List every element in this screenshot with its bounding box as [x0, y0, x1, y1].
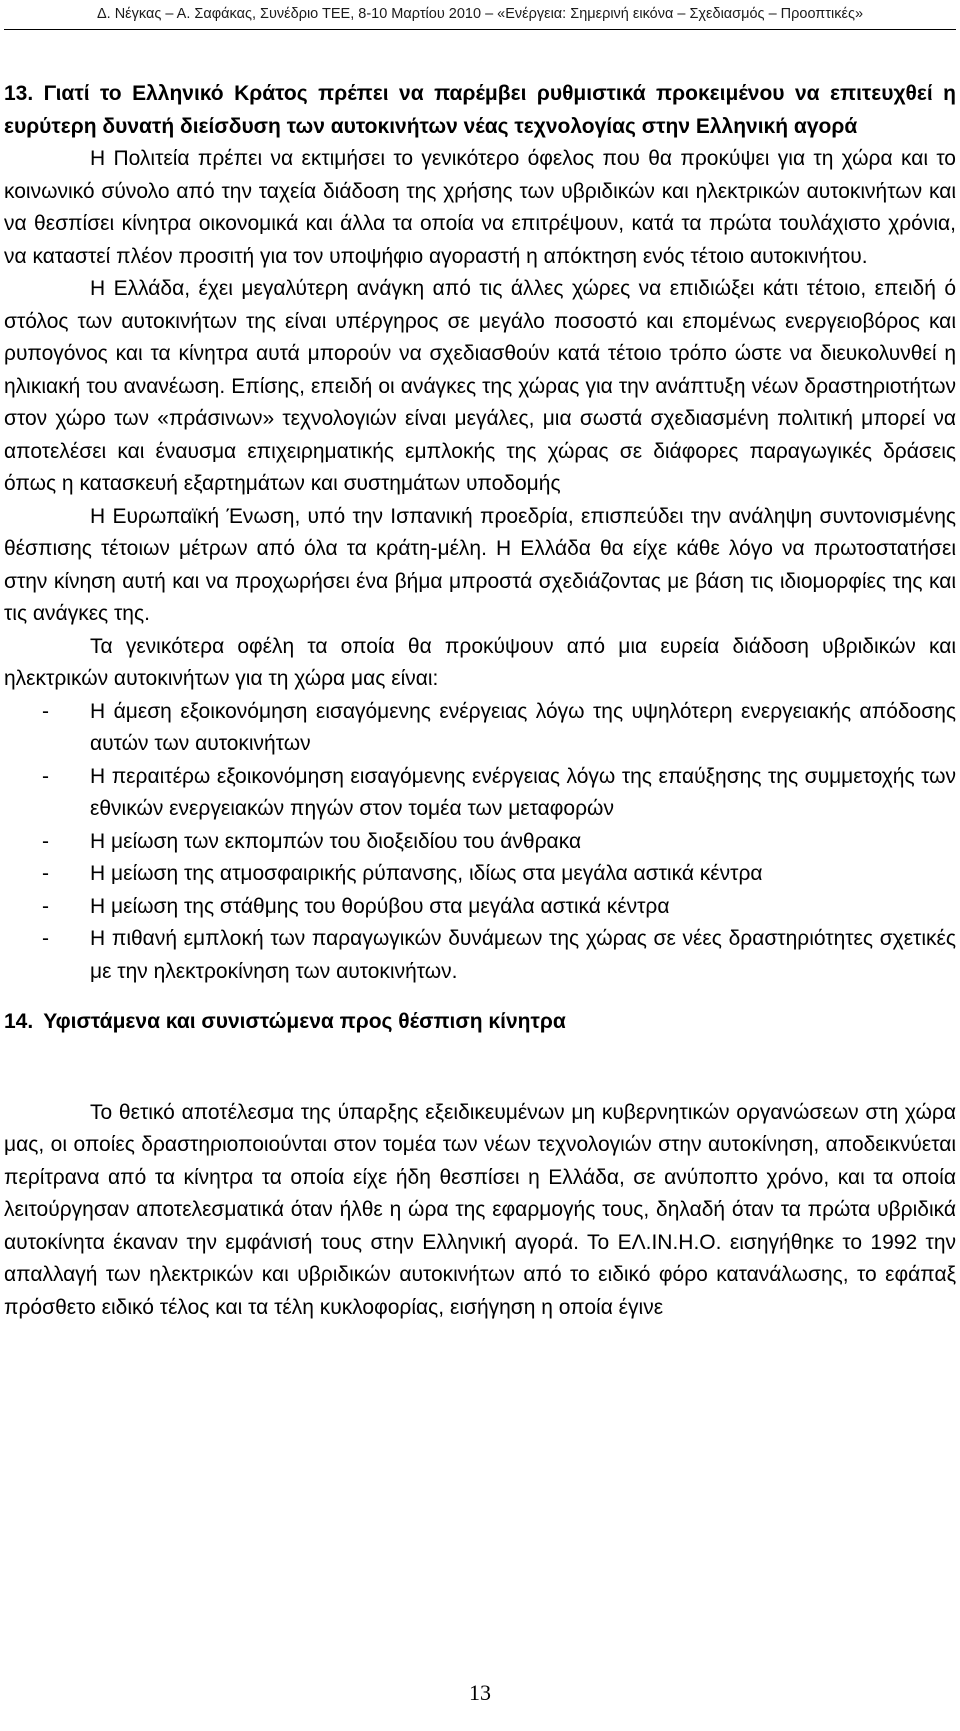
section-13-paragraph: Η Πολιτεία πρέπει να εκτιμήσει το γενικότερο όφελος που θα προκύψει για τη χώρα και το κοινωνικό σύνολο από την ταχεία διάδοση της χρήσης των υβριδικών και ηλεκτρικών αυτοκινήτων και να θεσπίσει κίνητρα οικονομικά και άλλα τα οποία να επιτρέψουν, κατά τα πρώτα τουλάχιστο χρόνια, να καταστεί πλέον προσιτή για τον υποψήφιο αγοραστή η απόκτηση ενός τέτοιο αυτοκινήτου.	[4, 147, 956, 268]
header-rule	[4, 29, 956, 30]
section-14-number: 14.	[4, 1010, 34, 1033]
list-item-text: Η περαιτέρω εξοικονόμηση εισαγόμενης ενέργειας λόγω της επαύξησης της συμμετοχής των εθνικών ενεργειακών πηγών στον τομέα των μεταφορών	[90, 764, 956, 820]
section-14-heading	[4, 1006, 956, 1039]
list-item-text: Η μείωση της στάθμης του θορύβου στα μεγάλα αστικά κέντρα	[90, 894, 670, 918]
section-13-paragraph: Η Ευρωπαϊκή Ένωση, υπό την Ισπανική προεδρία, επισπεύδει την ανάληψη συντονισμένης θέσπισης τέτοιων μέτρων από όλα τα κράτη-μέλη. Η Ελλάδα θα είχε κάθε λόγο να πρωτοστατήσει στην κίνηση αυτή και να προχωρήσει ένα βήμα μπροστά σχεδιάζοντας με βάση τις ιδιομορφίες της και τις ανάγκες της.	[4, 504, 956, 625]
list-item	[4, 761, 956, 826]
list-item	[4, 923, 956, 988]
list-item	[4, 858, 956, 891]
running-header: Δ. Νέγκας – Α. Σαφάκας, Συνέδριο ΤΕΕ, 8-10 Μαρτίου 2010 – «Ενέργεια: Σημερινή εικόνα – Σχεδιασμός – Προοπτικές»	[96, 6, 864, 22]
list-item-text: Η άμεση εξοικονόμηση εισαγόμενης ενέργειας λόγω της υψηλότερη ενεργειακής απόδοσης αυτών των αυτοκινήτων	[90, 699, 956, 755]
page-body	[4, 78, 956, 1324]
list-dash: -	[42, 927, 49, 950]
list-item-text: Η μείωση των εκπομπών του διοξειδίου του άνθρακα	[90, 829, 582, 853]
list-item	[4, 826, 956, 859]
list-dash: -	[42, 764, 49, 788]
list-item	[4, 696, 956, 761]
list-dash: -	[42, 829, 49, 853]
benefits-list	[4, 696, 956, 989]
list-item-text: Η πιθανή εμπλοκή των παραγωγικών δυνάμεων της χώρας σε νέες δραστηριότητες σχετικές με την ηλεκτροκίνηση των αυτοκινήτων.	[90, 927, 956, 983]
list-dash: -	[42, 862, 49, 885]
page-number: 13	[469, 1680, 491, 1705]
list-dash: -	[42, 699, 49, 723]
section-13-paragraph: Τα γενικότερα οφέλη τα οποία θα προκύψουν από μια ευρεία διάδοση υβριδικών και ηλεκτρικών αυτοκινήτων για τη χώρα μας είναι:	[4, 634, 956, 690]
list-dash: -	[42, 894, 49, 918]
section-14-paragraph: Το θετικό αποτέλεσμα της ύπαρξης εξειδικευμένων μη κυβερνητικών οργανώσεων στη χώρα μας, οι οποίες δραστηριοποιούνται στον τομέα των νέων τεχνολογιών στην αυτοκίνηση, αποδεικνύεται περίτρανα από τα κίνητρα τα οποία είχε ήδη θεσπίσει η Ελλάδα, σε ανύποπτο χρόνο, και τα οποία λειτούργησαν αποτελεσματικά όταν ήλθε η ώρα της εφαρμογής τους, δηλαδή όταν τα πρώτα υβριδικά αυτοκίνητα έκαναν την εμφάνισή τους στην Ελληνική αγορά. Το ΕΛ.ΙΝ.Η.Ο. εισηγήθηκε το 1992 την απαλλαγή των ηλεκτρικών και υβριδικών αυτοκινήτων από το ειδικό φόρο κατανάλωσης, το εφάπαξ πρόσθετο ειδικό τέλος και τα τέλη κυκλοφορίας, εισήγηση η οποία έγινε	[4, 1100, 956, 1319]
list-item-text: Η μείωση της ατμοσφαιρικής ρύπανσης, ιδίως στα μεγάλα αστικά κέντρα	[90, 862, 763, 885]
section-13-heading: 13. Γιατί το Ελληνικό Κράτος πρέπει να παρέμβει ρυθμιστικά προκειμένου να επιτευχθεί η ευρύτερη δυνατή διείσδυση των αυτοκινήτων νέας τεχνολογίας στην Ελληνική αγορά	[4, 82, 956, 138]
section-14-title: Υφιστάμενα και συνιστώμενα προς θέσπιση κίνητρα	[43, 1010, 566, 1033]
list-item	[4, 891, 956, 924]
section-13-paragraph: Η Ελλάδα, έχει μεγαλύτερη ανάγκη από τις άλλες χώρες να επιδιώξει κάτι τέτοιο, επειδή ό στόλος των αυτοκινήτων της είναι υπέργηρος σε μεγάλο ποσοστό και επομένως ενεργειοβόρος και ρυπογόνος και τα κίνητρα αυτά μπορούν να σχεδιασθούν κατά τέτοιο τρόπο ώστε να διευκολυνθεί η ηλικιακή του ανανέωση. Επίσης, επειδή οι ανάγκες της χώρας για την ανάπτυξη νέων δραστηριοτήτων στον χώρο των «πράσινων» τεχνολογιών είναι μεγάλες, μια σωστά σχεδιασμένη πολιτική μπορεί να αποτελέσει και έναυσμα επιχειρηματικής εμπλοκής της χώρας σε διάφορες παραγωγικές δράσεις όπως η κατασκευή εξαρτημάτων και συστημάτων υποδομής	[4, 277, 956, 495]
